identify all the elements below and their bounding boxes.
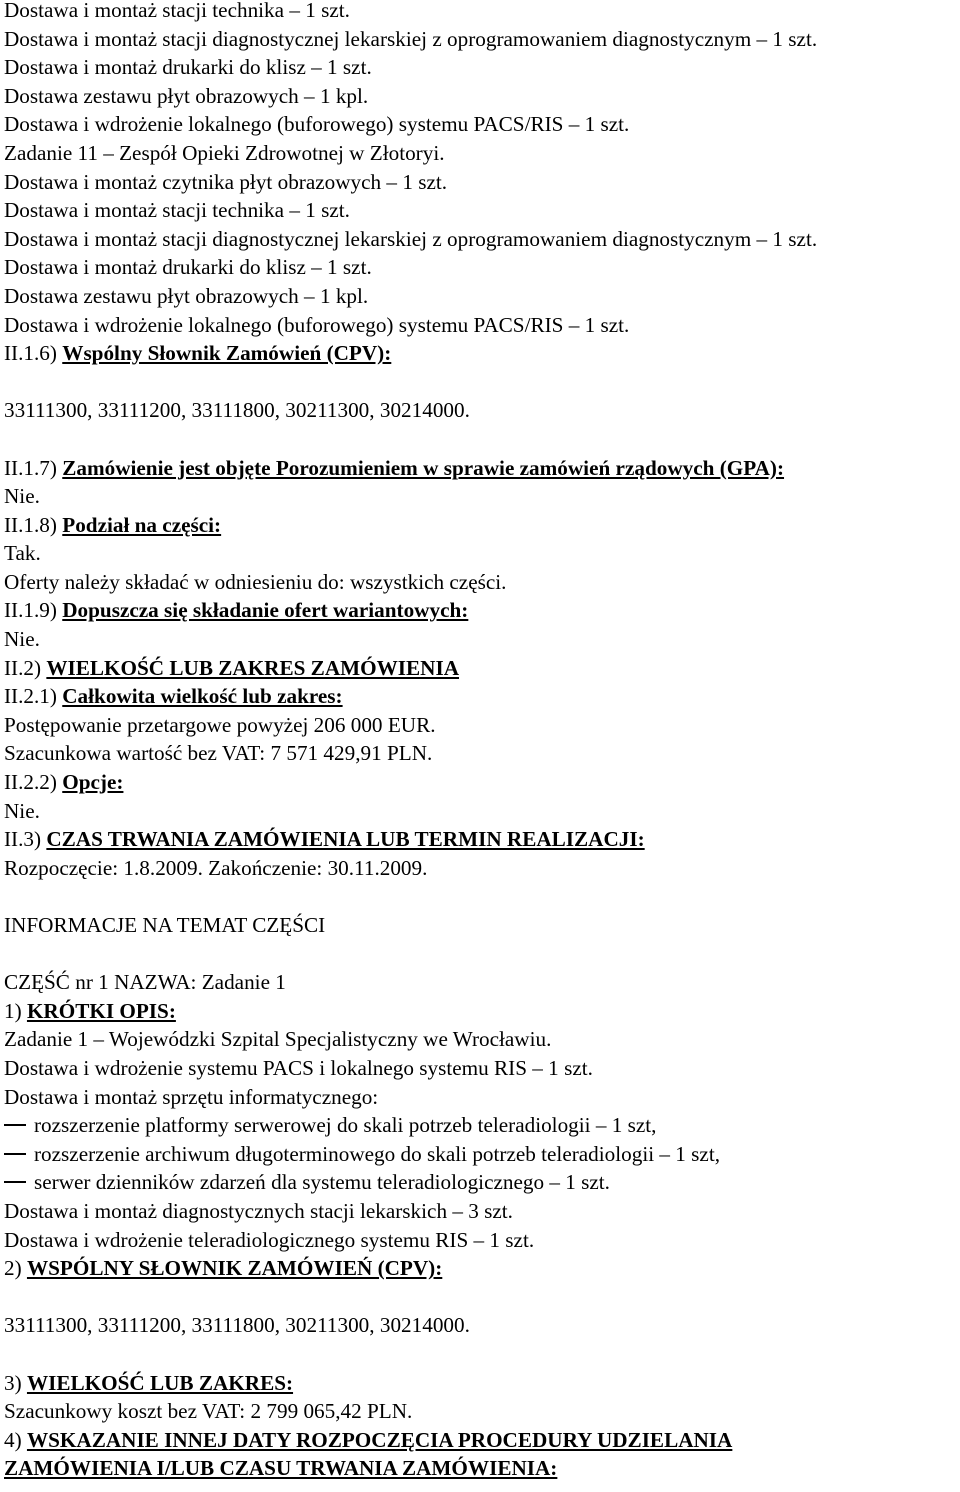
intro-line: Dostawa i montaż stacji diagnostycznej lekarskiej z oprogramowaniem diagnostycznym – 1 szt. [4, 26, 818, 51]
section-heading [4, 339, 956, 368]
desc-line: Dostawa i wdrożenie systemu PACS i lokalnego systemu RIS – 1 szt. [4, 1055, 593, 1080]
section-label: WIELKOŚĆ LUB ZAKRES ZAMÓWIENIA [46, 655, 460, 680]
intro-line: Dostawa zestawu płyt obrazowych – 1 kpl. [4, 283, 369, 308]
section-heading [4, 596, 956, 625]
dash-item [4, 1111, 956, 1140]
section-number: II.2) [4, 655, 47, 680]
section-heading [4, 454, 956, 483]
section-value: Postępowanie przetargowe powyżej 206 000 EUR. [4, 712, 436, 737]
intro-line: Dostawa i montaż stacji technika – 1 szt. [4, 198, 350, 223]
section-number: II.1.8) [4, 512, 63, 537]
intro-line: Dostawa zestawu płyt obrazowych – 1 kpl. [4, 83, 369, 108]
dash-item-text: rozszerzenie archiwum długoterminowego do skali potrzeb teleradiologii – 1 szt, [34, 1141, 721, 1166]
intro-line: Dostawa i montaż drukarki do klisz – 1 szt. [4, 55, 372, 80]
section-value: Nie. [4, 798, 40, 823]
section-label: CZAS TRWANIA ZAMÓWIENIA LUB TERMIN REALIZACJI: [46, 827, 645, 852]
desc-line: Dostawa i wdrożenie teleradiologicznego systemu RIS – 1 szt. [4, 1227, 535, 1252]
dash-bullet-icon [4, 1153, 26, 1155]
section-heading [4, 654, 956, 683]
intro-list [4, 0, 956, 339]
section-label: Podział na części: [62, 512, 222, 537]
section-label: Opcje: [62, 770, 124, 795]
intro-line: Dostawa i montaż czytnika płyt obrazowych – 1 szt. [4, 169, 448, 194]
part-number: 2) [4, 1256, 27, 1281]
intro-line: Dostawa i montaż stacji diagnostycznej lekarskiej z oprogramowaniem diagnostycznym – 1 szt. [4, 226, 818, 251]
document-page [4, 0, 956, 1483]
dash-bullet-icon [4, 1181, 26, 1183]
part-number: 3) [4, 1370, 27, 1395]
section-heading [4, 511, 956, 540]
desc-line: Dostawa i montaż diagnostycznych stacji lekarskich – 3 szt. [4, 1198, 513, 1223]
intro-line: Dostawa i wdrożenie lokalnego (buforowego) systemu PACS/RIS – 1 szt. [4, 112, 630, 137]
part-label: WIELKOŚĆ LUB ZAKRES: [26, 1370, 294, 1395]
part-number: 1) [4, 998, 27, 1023]
section-heading [4, 825, 956, 854]
intro-line: Dostawa i wdrożenie lokalnego (buforowego) systemu PACS/RIS – 1 szt. [4, 312, 630, 337]
section-number: II.3) [4, 827, 47, 852]
intro-line: Zadanie 11 – Zespół Opieki Zdrowotnej w Złotoryi. [4, 140, 445, 165]
dash-item [4, 1140, 956, 1169]
section-number: II.1.7) [4, 455, 63, 480]
dash-bullet-icon [4, 1124, 26, 1126]
section-value: Nie. [4, 627, 40, 652]
part-label: KRÓTKI OPIS: [26, 998, 176, 1023]
dash-item-text: serwer dzienników zdarzeń dla systemu teleradiologicznego – 1 szt. [34, 1170, 610, 1195]
section-label: Dopuszcza się składanie ofert wariantowych: [62, 598, 469, 623]
section-label: Zamówienie jest objęte Porozumieniem w sprawie zamówień rządowych (GPA): [62, 455, 785, 480]
info-heading: INFORMACJE NA TEMAT CZĘŚCI [4, 913, 326, 937]
section-heading [4, 768, 956, 797]
section-label: Wspólny Słownik Zamówień (CPV): [62, 341, 392, 366]
section-label: Całkowita wielkość lub zakres: [62, 684, 343, 709]
cpv-codes: 33111300, 33111200, 33111800, 30211300, 30214000. [4, 398, 470, 423]
section-number: II.2.1) [4, 684, 63, 709]
cpv-codes: 33111300, 33111200, 33111800, 30211300, 30214000. [4, 1313, 470, 1338]
section-value: Tak. [4, 541, 41, 566]
section-number: II.1.6) [4, 341, 63, 366]
part-value: Szacunkowy koszt bez VAT: 2 799 065,42 PLN. [4, 1399, 413, 1424]
part-label: ZAMÓWIENIA I/LUB CZASU TRWANIA ZAMÓWIENIA: [4, 1456, 558, 1481]
part-label: WSKAZANIE INNEJ DATY ROZPOCZĘCIA PROCEDURY UDZIELANIA [26, 1427, 733, 1452]
section-number: II.1.9) [4, 598, 63, 623]
part-heading [4, 1426, 956, 1455]
part-title: CZĘŚĆ nr 1 NAZWA: Zadanie 1 [4, 970, 286, 995]
part-heading-continued [4, 1454, 956, 1483]
section-value: Szacunkowa wartość bez VAT: 7 571 429,91 PLN. [4, 741, 433, 766]
dash-item-text: rozszerzenie platformy serwerowej do skali potrzeb teleradiologii – 1 szt, [34, 1113, 657, 1138]
desc-line: Zadanie 1 – Wojewódzki Szpital Specjalistyczny we Wrocławiu. [4, 1027, 552, 1052]
part-number: 4) [4, 1427, 27, 1452]
dash-item [4, 1168, 956, 1197]
intro-line: Dostawa i montaż stacji technika – 1 szt. [4, 0, 350, 22]
part-heading [4, 1254, 956, 1283]
section-number: II.2.2) [4, 770, 63, 795]
section-note: Oferty należy składać w odniesieniu do: wszystkich części. [4, 569, 507, 594]
intro-line: Dostawa i montaż drukarki do klisz – 1 szt. [4, 255, 372, 280]
desc-line: Dostawa i montaż sprzętu informatycznego: [4, 1084, 379, 1109]
part-heading [4, 997, 956, 1026]
section-heading [4, 682, 956, 711]
section-value: Rozpoczęcie: 1.8.2009. Zakończenie: 30.11.2009. [4, 855, 428, 880]
section-value: Nie. [4, 484, 40, 509]
part-heading [4, 1369, 956, 1398]
part-label: WSPÓLNY SŁOWNIK ZAMÓWIEŃ (CPV): [26, 1256, 443, 1281]
